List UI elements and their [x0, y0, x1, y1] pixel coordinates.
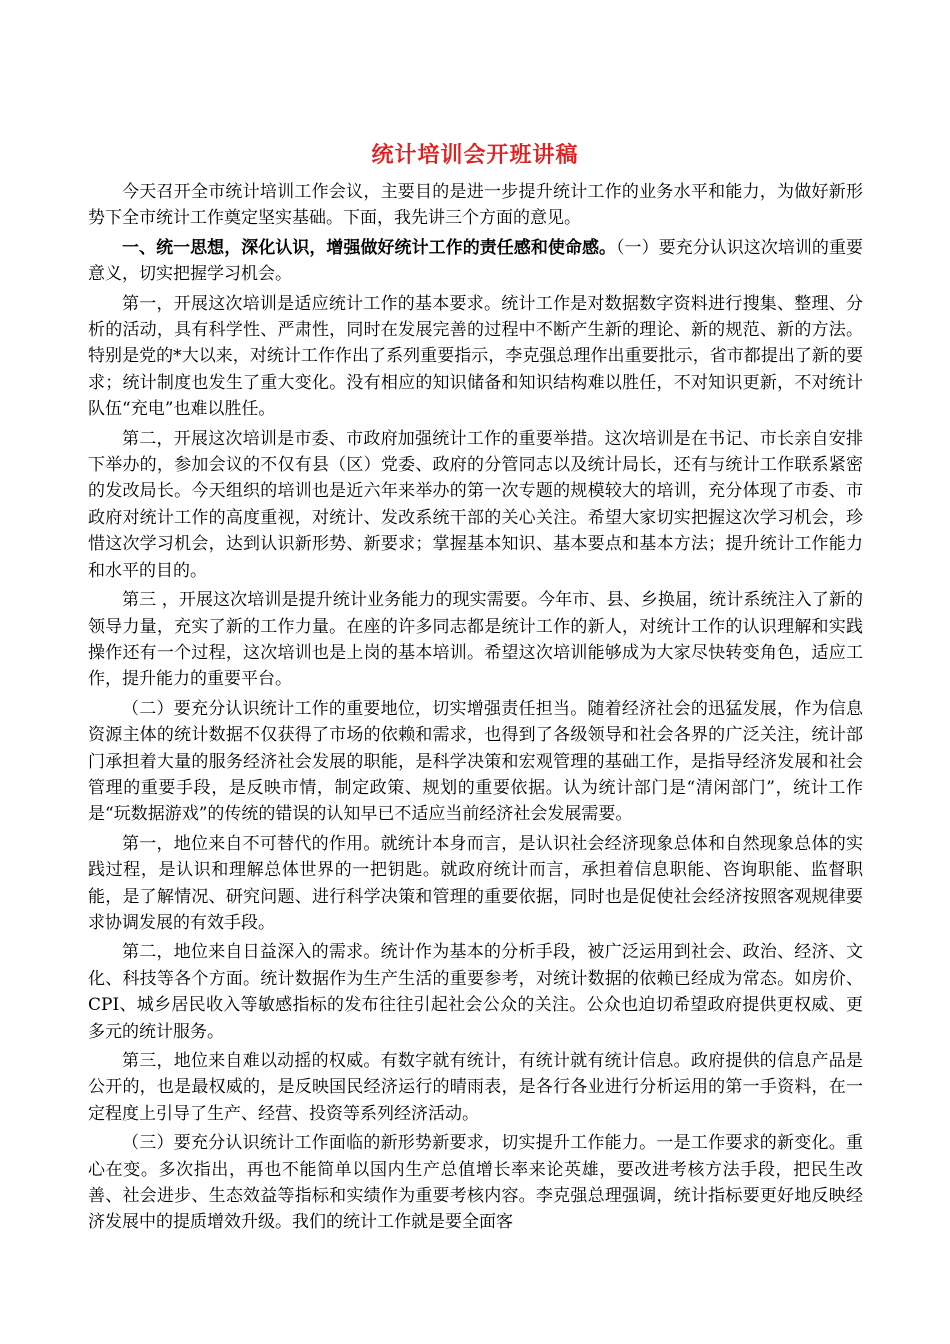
paragraph-text: 今天召开全市统计培训工作会议，主要目的是进一步提升统计工作的业务水平和能力，为做好新形势下全市统计工作奠定坚实基础。下面，我先讲三个方面的意见。: [88, 182, 863, 229]
document-body: [88, 179, 863, 1239]
paragraph-text: 第一，地位来自不可替代的作用。就统计本身而言，是认识社会经济现象总体和自然现象总体的实践过程，是认识和理解总体世界的一把钥匙。就政府统计而言，承担着信息职能、咨询职能、监督职能，是了解情况、研究问题、进行科学决策和管理的重要依据，同时也是促使社会经济按照客观规律要求协调发展的有效手段。: [88, 833, 863, 933]
page-title: 统计培训会开班讲稿: [371, 143, 579, 168]
body-paragraph: [88, 696, 863, 828]
paragraph-text: 第三 ，开展这次培训是提升统计业务能力的现实需要。今年市、县、乡换届，统计系统注入了新的领导力量，充实了新的工作力量。在座的许多同志都是统计工作的新人，对统计工作的认识理解和实践操作还有一个过程，这次培训也是上岗的基本培训。希望这次培训能够成为大家尽快转变角色，适应工作，提升能力的重要平台。: [88, 590, 863, 690]
body-paragraph: [88, 291, 863, 423]
body-paragraph: [88, 587, 863, 693]
paragraph-text: （一）要充分认识这次培训的重要意义，切实把握学习机会。: [88, 237, 864, 285]
paragraph-text: 第二，开展这次培训是市委、市政府加强统计工作的重要举措。这次培训是在书记、市长亲自安排下举办的，参加会议的不仅有县（区）党委、政府的分管同志以及统计局长，还有与统计工作联系紧密的发改局长。今天组织的培训也是近六年来举办的第一次专题的规模较大的培训，充分体现了市委、市政府对统计工作的高度重视，对统计、发改系统干部的关心关注。希望大家切实把握这次学习机会，珍惜这次学习机会，达到认识新形势、新要求；掌握基本知识、基本要点和基本方法；提升统计工作能力和水平的目的。: [88, 428, 863, 581]
body-paragraph: [88, 426, 863, 584]
section-heading: 一、统一思想，深化认识，增强做好统计工作的责任感和使命感。: [122, 237, 617, 258]
paragraph-text: 第二，地位来自日益深入的需求。统计作为基本的分析手段，被广泛运用到社会、政治、经济、文化、科技等各个方面。统计数据作为生产生活的重要参考，对统计数据的依赖已经成为常态。如房价、CPI、城乡居民收入等敏感指标的发布往往引起社会公众的关注。公众也迫切希望政府提供更权威、更多元的统计服务。: [88, 942, 863, 1042]
paragraph-text: （二）要充分认识统计工作的重要地位，切实增强责任担当。随着经济社会的迅猛发展，作为信息资源主体的统计数据不仅获得了市场的依赖和需求，也得到了各级领导和社会各界的广泛关注，统计部门承担着大量的服务经济社会发展的职能，是科学决策和宏观管理的基础工作，是指导经济发展和社会管理的重要手段，是反映市情，制定政策、规划的重要依据。认为统计部门是“清闲部门”，统计工作是“玩数据游戏”的传统的错误的认知早已不适应当前经济社会发展需要。: [88, 698, 863, 825]
body-paragraph: [88, 939, 863, 1045]
body-paragraph: [88, 1130, 863, 1236]
body-paragraph: [88, 179, 863, 232]
paragraph-text: 第三，地位来自难以动摇的权威。有数字就有统计，有统计就有统计信息。政府提供的信息产品是公开的，也是最权威的，是反映国民经济运行的晴雨表，是各行各业进行分析运用的第一手资料，在一定程度上引导了生产、经营、投资等系列经济活动。: [88, 1051, 863, 1124]
paragraph-text: 第一，开展这次培训是适应统计工作的基本要求。统计工作是对数据数字资料进行搜集、整理、分析的活动，具有科学性、严肃性，同时在发展完善的过程中不断产生新的理论、新的规范、新的方法。特别是党的*大以来，对统计工作作出了系列重要指示，李克强总理作出重要批示，省市都提出了新的要求；统计制度也发生了重大变化。没有相应的知识储备和知识结构难以胜任，不对知识更新，不对统计队伍“充电”也难以胜任。: [88, 293, 863, 420]
body-paragraph: [88, 1048, 863, 1127]
body-paragraph: [88, 831, 863, 937]
paragraph-text: （三）要充分认识统计工作面临的新形势新要求，切实提升工作能力。一是工作要求的新变化。重心在变。多次指出，再也不能简单以国内生产总值增长率来论英雄，要改进考核方法手段，把民生改善、社会进步、生态效益等指标和实绩作为重要考核内容。李克强总理强调，统计指标要更好地反映经济发展中的提质增效升级。我们的统计工作就是要全面客: [88, 1133, 863, 1233]
body-paragraph: [88, 235, 863, 288]
